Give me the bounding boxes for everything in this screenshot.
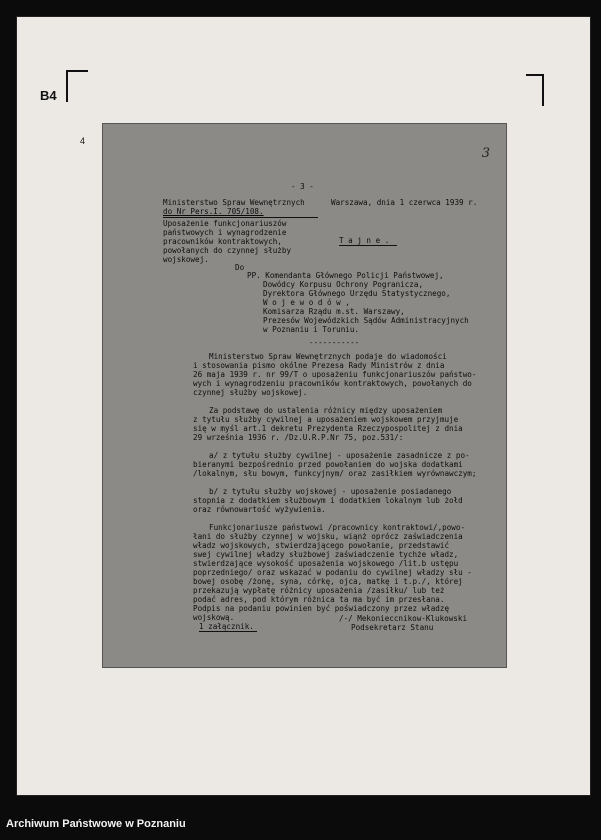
paragraph-line: i stosowania pismo okólne Prezesa Rady Ministrów z dnia [193, 361, 445, 370]
paragraph-line: oraz równowartość wyżywienia. [193, 505, 326, 514]
sender-underline [163, 217, 318, 218]
document-page [103, 124, 506, 667]
paragraph-line: swej cywilnej władzy służbowej zaświadczenie tychże władz, [193, 550, 459, 559]
subject-line: państwowych i wynagrodzenie [163, 228, 287, 237]
subject-line: wojskowej. [163, 255, 209, 264]
paragraph-line: Za podstawę do ustalenia różnicy między uposażeniem [209, 406, 443, 415]
paragraph-line: podać adres, pod którym różnica ta ma być im przesłana. [193, 595, 445, 604]
paragraph-line: czynnej służby wojskowej. [193, 388, 308, 397]
separator-line: ----------- [309, 338, 360, 347]
paragraph-line: Funkcjonariusze państwowi /pracownicy kontraktowi/,powo- [209, 523, 466, 532]
addressee-line: Dyrektora Głównego Urzędu Statystycznego, [263, 289, 451, 298]
corner-mark-left [66, 70, 88, 102]
sender-line-1: Ministerstwo Spraw Wewnętrznych [163, 198, 305, 207]
addressee-intro: Do [235, 263, 245, 272]
sender-line-2: do Nr Pers.I. 705/108. [163, 207, 264, 216]
subject-line: powołanych do czynnej służby [163, 246, 292, 255]
paragraph-line: 26 maja 1939 r. nr 99/T o uposażeniu funkcjonariuszów państwo- [193, 370, 477, 379]
signature-name: /-/ Mekonieccnikow-Klukowski [339, 614, 468, 623]
addressee-line: Prezesów Wojewódzkich Sądów Administracyjnych [263, 316, 469, 325]
paragraph-line: władz wojskowych, stwierdzającego powołanie, przedstawić [193, 541, 450, 550]
subject-line: pracowników kontraktowych, [163, 237, 282, 246]
addressee-line: W o j e w o d ó w , [263, 298, 350, 307]
archive-footer: Archiwum Państwowe w Poznaniu [6, 818, 186, 830]
corner-mark-right [526, 74, 544, 106]
handwritten-page-number: 3 [481, 146, 490, 161]
paragraph-line: bowej osobę /żonę, syna, córkę, ojca, matkę i t.p./, której [193, 577, 463, 586]
paragraph-line: wojskową. [193, 613, 235, 622]
paragraph-line: przekazują wypłatę różnicy uposażenia /zasiłku/ lub też [193, 586, 445, 595]
paragraph-line: z tytułu służby cywilnej a uposażeniem wojskowem przyjmuje [193, 415, 459, 424]
paragraph-line: stwierdzające wysokość uposażenia wojskowego /lit.b ustępu [193, 559, 459, 568]
mount-small-mark: 4 [80, 136, 86, 146]
signature-title: Podsekretarz Stanu [351, 623, 434, 632]
paragraph-line: Ministerstwo Spraw Wewnętrznych podaje do wiadomości [209, 352, 447, 361]
addressee-line: Komisarza Rządu m.st. Warszawy, [263, 307, 405, 316]
addressee-line: w Poznaniu i Toruniu. [263, 325, 360, 334]
page-number: - 3 - [291, 182, 314, 191]
paragraph-line: poprzedniego/ oraz wskazać w podaniu do cywilnej władzy słu - [193, 568, 472, 577]
paragraph-line: Podpis na podaniu powinien być poświadczony przez władzę [193, 604, 450, 613]
paragraph-line: stopnia z dodatkiem służbowym i dodatkiem lokalnym lub żołd [193, 496, 463, 505]
subject-line: Uposażenie funkcjonariuszów [163, 219, 287, 228]
enclosure-note: 1 załącznik. [199, 622, 254, 631]
paragraph-line: /lokalnym, słu bowym, funkcyjnym/ oraz zasiłkiem wyrównawczym; [193, 469, 477, 478]
addressee-line: PP. Komendanta Głównego Policji Państwowej, [247, 271, 444, 280]
paragraph-line: się w myśl art.1 dekretu Prezydenta Rzeczypospolitej z dnia [193, 424, 463, 433]
paragraph-line: a/ z tytułu służby cywilnej - uposażenie zasadnicze z po- [209, 451, 470, 460]
classification-mark: T a j n e . [339, 236, 390, 245]
addressee-line: Dowódcy Korpusu Ochrony Pogranicza, [263, 280, 424, 289]
paragraph-line: łani do służby czynnej w wojsku, wiąnż oprócz zaświadczenia [193, 532, 463, 541]
document-date: Warszawa, dnia 1 czerwca 1939 r. [331, 198, 478, 207]
paragraph-line: b/ z tytułu służby wojskowej - uposażenie posiadanego [209, 487, 452, 496]
enclosure-underline [199, 631, 257, 632]
classification-underline [339, 245, 397, 246]
paragraph-line: bieranymi bezpośrednio przed powołaniem do wojska dodatkami [193, 460, 463, 469]
mount-label: B4 [40, 88, 57, 103]
paragraph-line: wych i wynagrodzeniu pracowników kontraktowych, powołanych do [193, 379, 472, 388]
paragraph-line: 29 września 1936 r. /Dz.U.R.P.Nr 75, poz.531/: [193, 433, 404, 442]
